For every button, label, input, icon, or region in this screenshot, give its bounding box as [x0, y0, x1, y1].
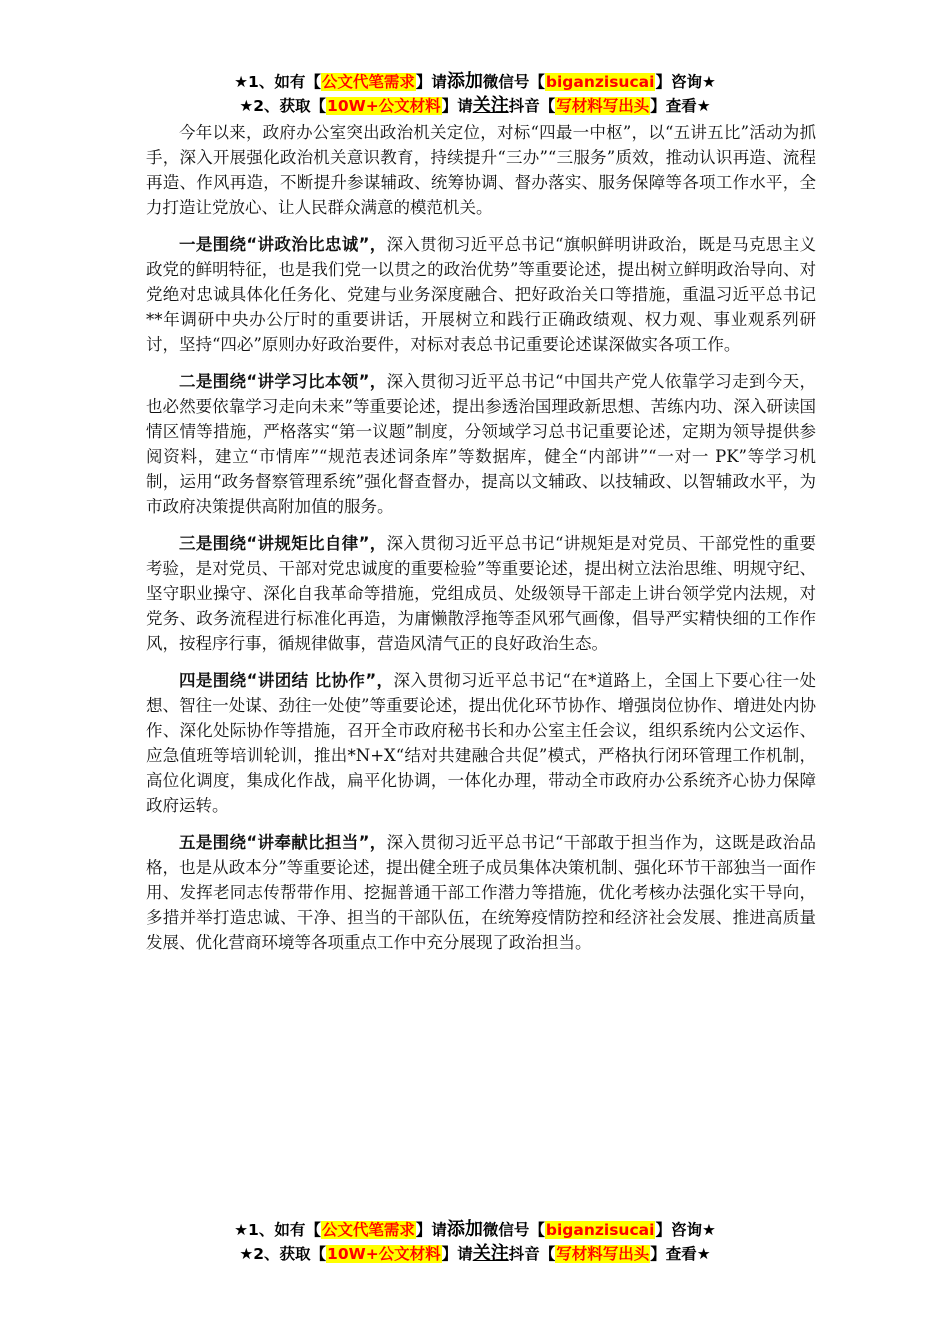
- banner-text: ★1、如有【: [234, 1221, 321, 1239]
- banner-text: 】请: [441, 1245, 473, 1263]
- highlight-materials: 10W+公文材料: [327, 1245, 441, 1263]
- banner-text: 抖音【: [508, 97, 556, 115]
- banner-emphasis: 添加: [446, 1219, 483, 1240]
- highlight-wechat-id: biganzisucai: [545, 1221, 655, 1239]
- section-lead: 五是围绕“讲奉献比担当”，: [179, 833, 387, 852]
- banner-emphasis: 关注: [472, 95, 509, 116]
- banner-text: ★1、如有【: [234, 73, 321, 91]
- section-body: 深入贯彻习近平总书记“在*道路上，全国上下要心往一处想、智往一处谋、劲往一处使”等重要论述，提出优化环节协作、增强岗位协作、增进处内协作、深化处际协作等措施，召开全市政府秘书长和办公室主任会议，组织系统内公文运作、应急值班等培训轮训，推出*N+X“结对共建融合共促”模式，严格执行闭环管理工作机制，高位化调度，集成化作战，扁平化协调，一体化办理，带动全市政府办公系统齐心协力保障政府运转。: [146, 671, 816, 815]
- section-lead: 三是围绕“讲规矩比自律”，: [179, 534, 387, 553]
- section-lead: 四是围绕“讲团结 比协作”，: [179, 671, 394, 690]
- section-body: 深入贯彻习近平总书记“旗帜鲜明讲政治，既是马克思主义政党的鲜明特征，也是我们党一以贯之的政治优势”等重要论述，提出树立鲜明政治导向、对党绝对忠诚具体化任务化、党建与业务深度融合、把好政治关口等措施，重温习近平总书记**年调研中央办公厅时的重要讲话，开展树立和践行正确政绩观、权力观、事业观系列研讨，坚持“四必”原则办好政治要件，对标对表总书记重要论述谋深做实各项工作。: [146, 235, 816, 354]
- banner-text: 抖音【: [508, 1245, 556, 1263]
- banner-line-2: [0, 1242, 950, 1266]
- highlight-douyin-account: 写材料写出头: [556, 97, 650, 115]
- highlight-service: 公文代笔需求: [321, 73, 415, 91]
- section-body: 深入贯彻习近平总书记“讲规矩是对党员、干部党性的重要考验，是对党员、干部对党忠诚度的重要检验”等重要论述，提出树立法治思维、明规守纪、坚守职业操守、深化自我革命等措施，党组成员、处级领导干部走上讲台领学党内法规，对党务、政务流程进行标准化再造，为庸懒散浮拖等歪风邪气画像，倡导严实精快细的工作作风，按程序行事，循规律做事，营造风清气正的良好政治生态。: [146, 534, 816, 653]
- highlight-douyin-account: 写材料写出头: [556, 1245, 650, 1263]
- section-paragraph: [146, 830, 816, 955]
- banner-text: ★2、获取【: [239, 1245, 327, 1263]
- banner-line-1: [0, 1218, 950, 1242]
- banner-emphasis: 关注: [472, 1243, 509, 1264]
- banner-emphasis: 添加: [446, 71, 483, 92]
- section-paragraph: [146, 369, 816, 519]
- highlight-materials: 10W+公文材料: [327, 97, 441, 115]
- bottom-banner: [0, 1218, 950, 1266]
- highlight-wechat-id: biganzisucai: [545, 73, 655, 91]
- banner-text: 】查看★: [650, 97, 711, 115]
- banner-text: 】请: [415, 73, 447, 91]
- banner-text: 微信号【: [482, 1221, 545, 1239]
- section-lead: 一是围绕“讲政治比忠诚”，: [179, 235, 387, 254]
- banner-text: 】请: [441, 97, 473, 115]
- banner-text: 】请: [415, 1221, 447, 1239]
- banner-line-2: [0, 94, 950, 118]
- banner-line-1: [0, 70, 950, 94]
- document-body: [146, 120, 816, 967]
- banner-text: 】查看★: [650, 1245, 711, 1263]
- section-paragraph: [146, 531, 816, 656]
- section-paragraph: [146, 232, 816, 357]
- banner-text: 】咨询★: [655, 1221, 716, 1239]
- banner-text: 】咨询★: [655, 73, 716, 91]
- banner-text: ★2、获取【: [239, 97, 327, 115]
- section-body: 深入贯彻习近平总书记“干部敢于担当作为，这既是政治品格，也是从政本分”等重要论述，提出健全班子成员集体决策机制、强化环节干部独当一面作用、发挥老同志传帮带作用、挖掘普通干部工作潜力等措施，优化考核办法强化实干导向，多措并举打造忠诚、干净、担当的干部队伍，在统筹疫情防控和经济社会发展、推进高质量发展、优化营商环境等各项重点工作中充分展现了政治担当。: [146, 833, 816, 952]
- section-body: 深入贯彻习近平总书记“中国共产党人依靠学习走到今天，也必然要依靠学习走向未来”等重要论述，提出参透治国理政新思想、苦练内功、深入研读国情区情等措施，严格落实“第一议题”制度，分领域学习总书记重要论述，定期为领导提供参阅资料，建立“市情库”“规范表述词条库”等数据库，健全“内部讲”“一对一 PK”等学习机制，运用“政务督察管理系统”强化督查督办，提高以文辅政、以技辅政、以智辅政水平，为市政府决策提供高附加值的服务。: [146, 372, 816, 516]
- section-lead: 二是围绕“讲学习比本领”，: [179, 372, 387, 391]
- banner-text: 微信号【: [482, 73, 545, 91]
- top-banner: [0, 70, 950, 118]
- highlight-service: 公文代笔需求: [321, 1221, 415, 1239]
- section-paragraph: [146, 668, 816, 818]
- intro-paragraph: 今年以来，政府办公室突出政治机关定位，对标“四最一中枢”，以“五讲五比”活动为抓手，深入开展强化政治机关意识教育，持续提升“三办”“三服务”质效，推动认识再造、流程再造、作风再造，不断提升参谋辅政、统筹协调、督办落实、服务保障等各项工作水平，全力打造让党放心、让人民群众满意的模范机关。: [146, 123, 816, 217]
